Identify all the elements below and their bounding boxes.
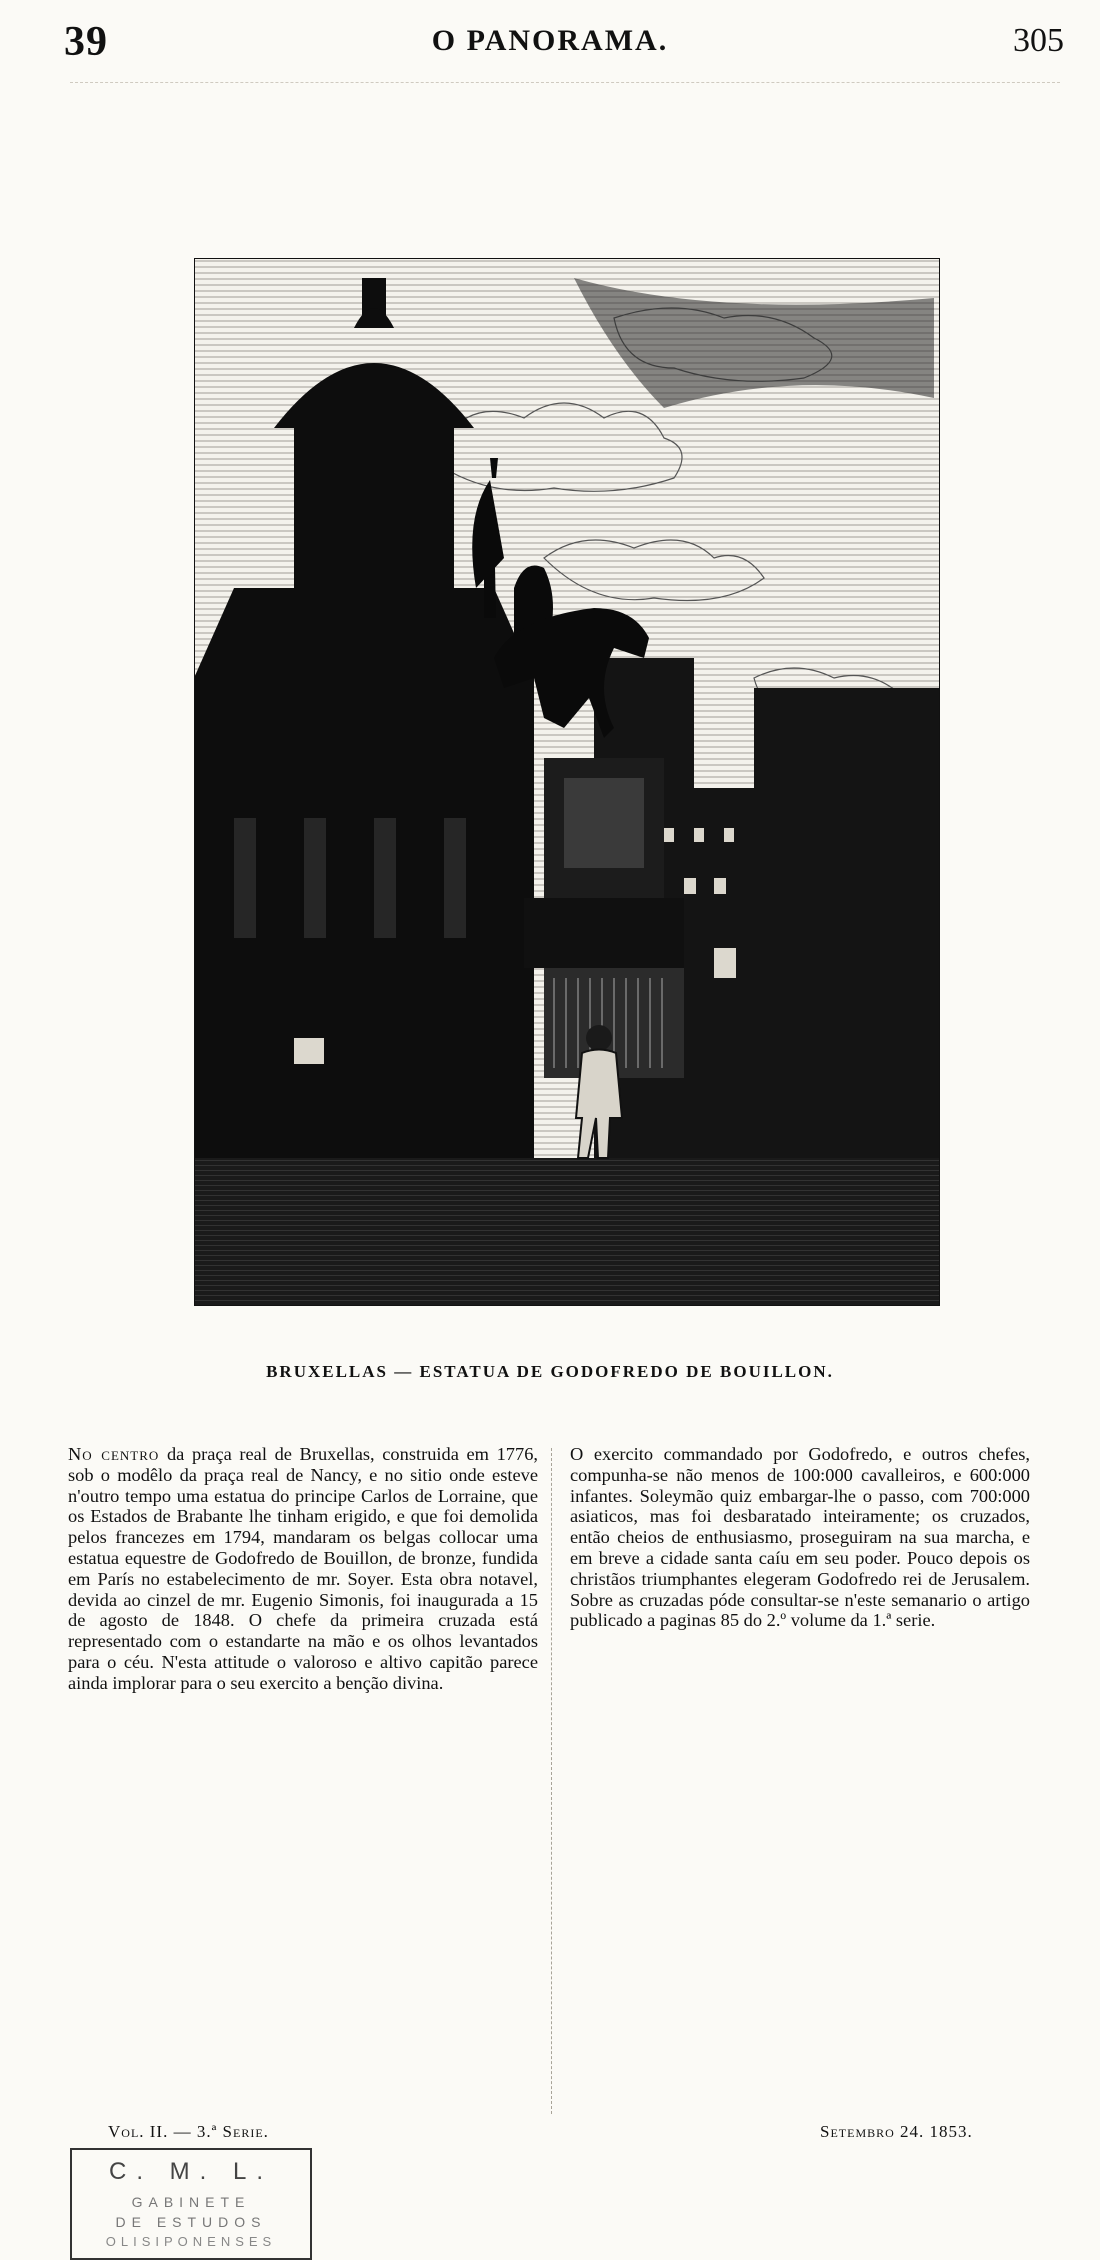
article-column-left bbox=[68, 1444, 538, 1694]
article-column-right bbox=[570, 1444, 1030, 1631]
header-rule bbox=[70, 82, 1060, 83]
article-paragraph-1 bbox=[68, 1444, 538, 1694]
folio-number: 305 bbox=[1013, 22, 1064, 59]
library-stamp bbox=[70, 2148, 312, 2260]
column-divider bbox=[551, 1448, 552, 2114]
engraving-illustration bbox=[194, 258, 940, 1306]
page-number: 39 bbox=[64, 19, 108, 65]
journal-title: O PANORAMA. bbox=[431, 24, 669, 57]
page-header bbox=[0, 0, 1100, 70]
volume-series: Vol. II. — 3.ª Serie. bbox=[108, 2122, 269, 2141]
street-sign bbox=[294, 1038, 324, 1064]
figure-caption: BRUXELLAS — ESTATUA DE GODOFREDO DE BOUILLON. bbox=[266, 1362, 834, 1381]
square-ground bbox=[194, 1158, 940, 1306]
article-paragraph-2: O exercito commandado por Godofredo, e outros chefes, compunha-se não menos de 100:000 cavalleiros, e 600:000 infantes. Soleymão quiz embargar-lhe o passo, com 700:000 asiaticos, mas foi desbaratado inteiramente; os cruzados, então cheios de enthusiasmo, proseguiram na sua marcha, e em breve a cidade santa caíu em seu poder. Pouco depois os christãos triumphantes elegeram Godofredo rei de Jerusalem. Sobre as cruzadas póde consultar-se n'este semanario o artigo publicado a paginas 85 do 2.º volume da 1.ª serie. bbox=[570, 1444, 1030, 1631]
stamp-line-3: DE ESTUDOS bbox=[115, 2214, 267, 2230]
stamp-line-4: OLISIPONENSES bbox=[105, 2234, 277, 2249]
stamp-line-2: GABINETE bbox=[131, 2194, 251, 2210]
lead-word: No centro bbox=[68, 1444, 160, 1464]
engraving-svg bbox=[194, 258, 940, 1306]
stamp-line-1: C. M. L. bbox=[108, 2158, 273, 2185]
article-body-left: da praça real de Bruxellas, construida em 1776, sob o modêlo da praça real de Nancy, e no sitio onde esteve n'outro tempo uma estatua do principe Carlos de Lorraine, que os Estados de Brabante lhe tinham erigido, e que foi demolida pelos francezes em 1794, mandaram os belgas collocar uma estatua equestre de Godofredo de Bouillon, de bronze, fundida em París no estabelecimento de mr. Soyer. Esta obra notavel, devida ao cinzel de mr. Eugenio Simonis, foi inaugurada a 15 de agosto de 1848. O chefe da primeira cruzada está representado com o estandarte na mão e os olhos levantados para o céu. N'esta attitude o valoroso e altivo capitão parece ainda implorar para o seu exercito a benção divina. bbox=[68, 1444, 538, 1693]
issue-date: Setembro 24. 1853. bbox=[820, 2122, 973, 2141]
